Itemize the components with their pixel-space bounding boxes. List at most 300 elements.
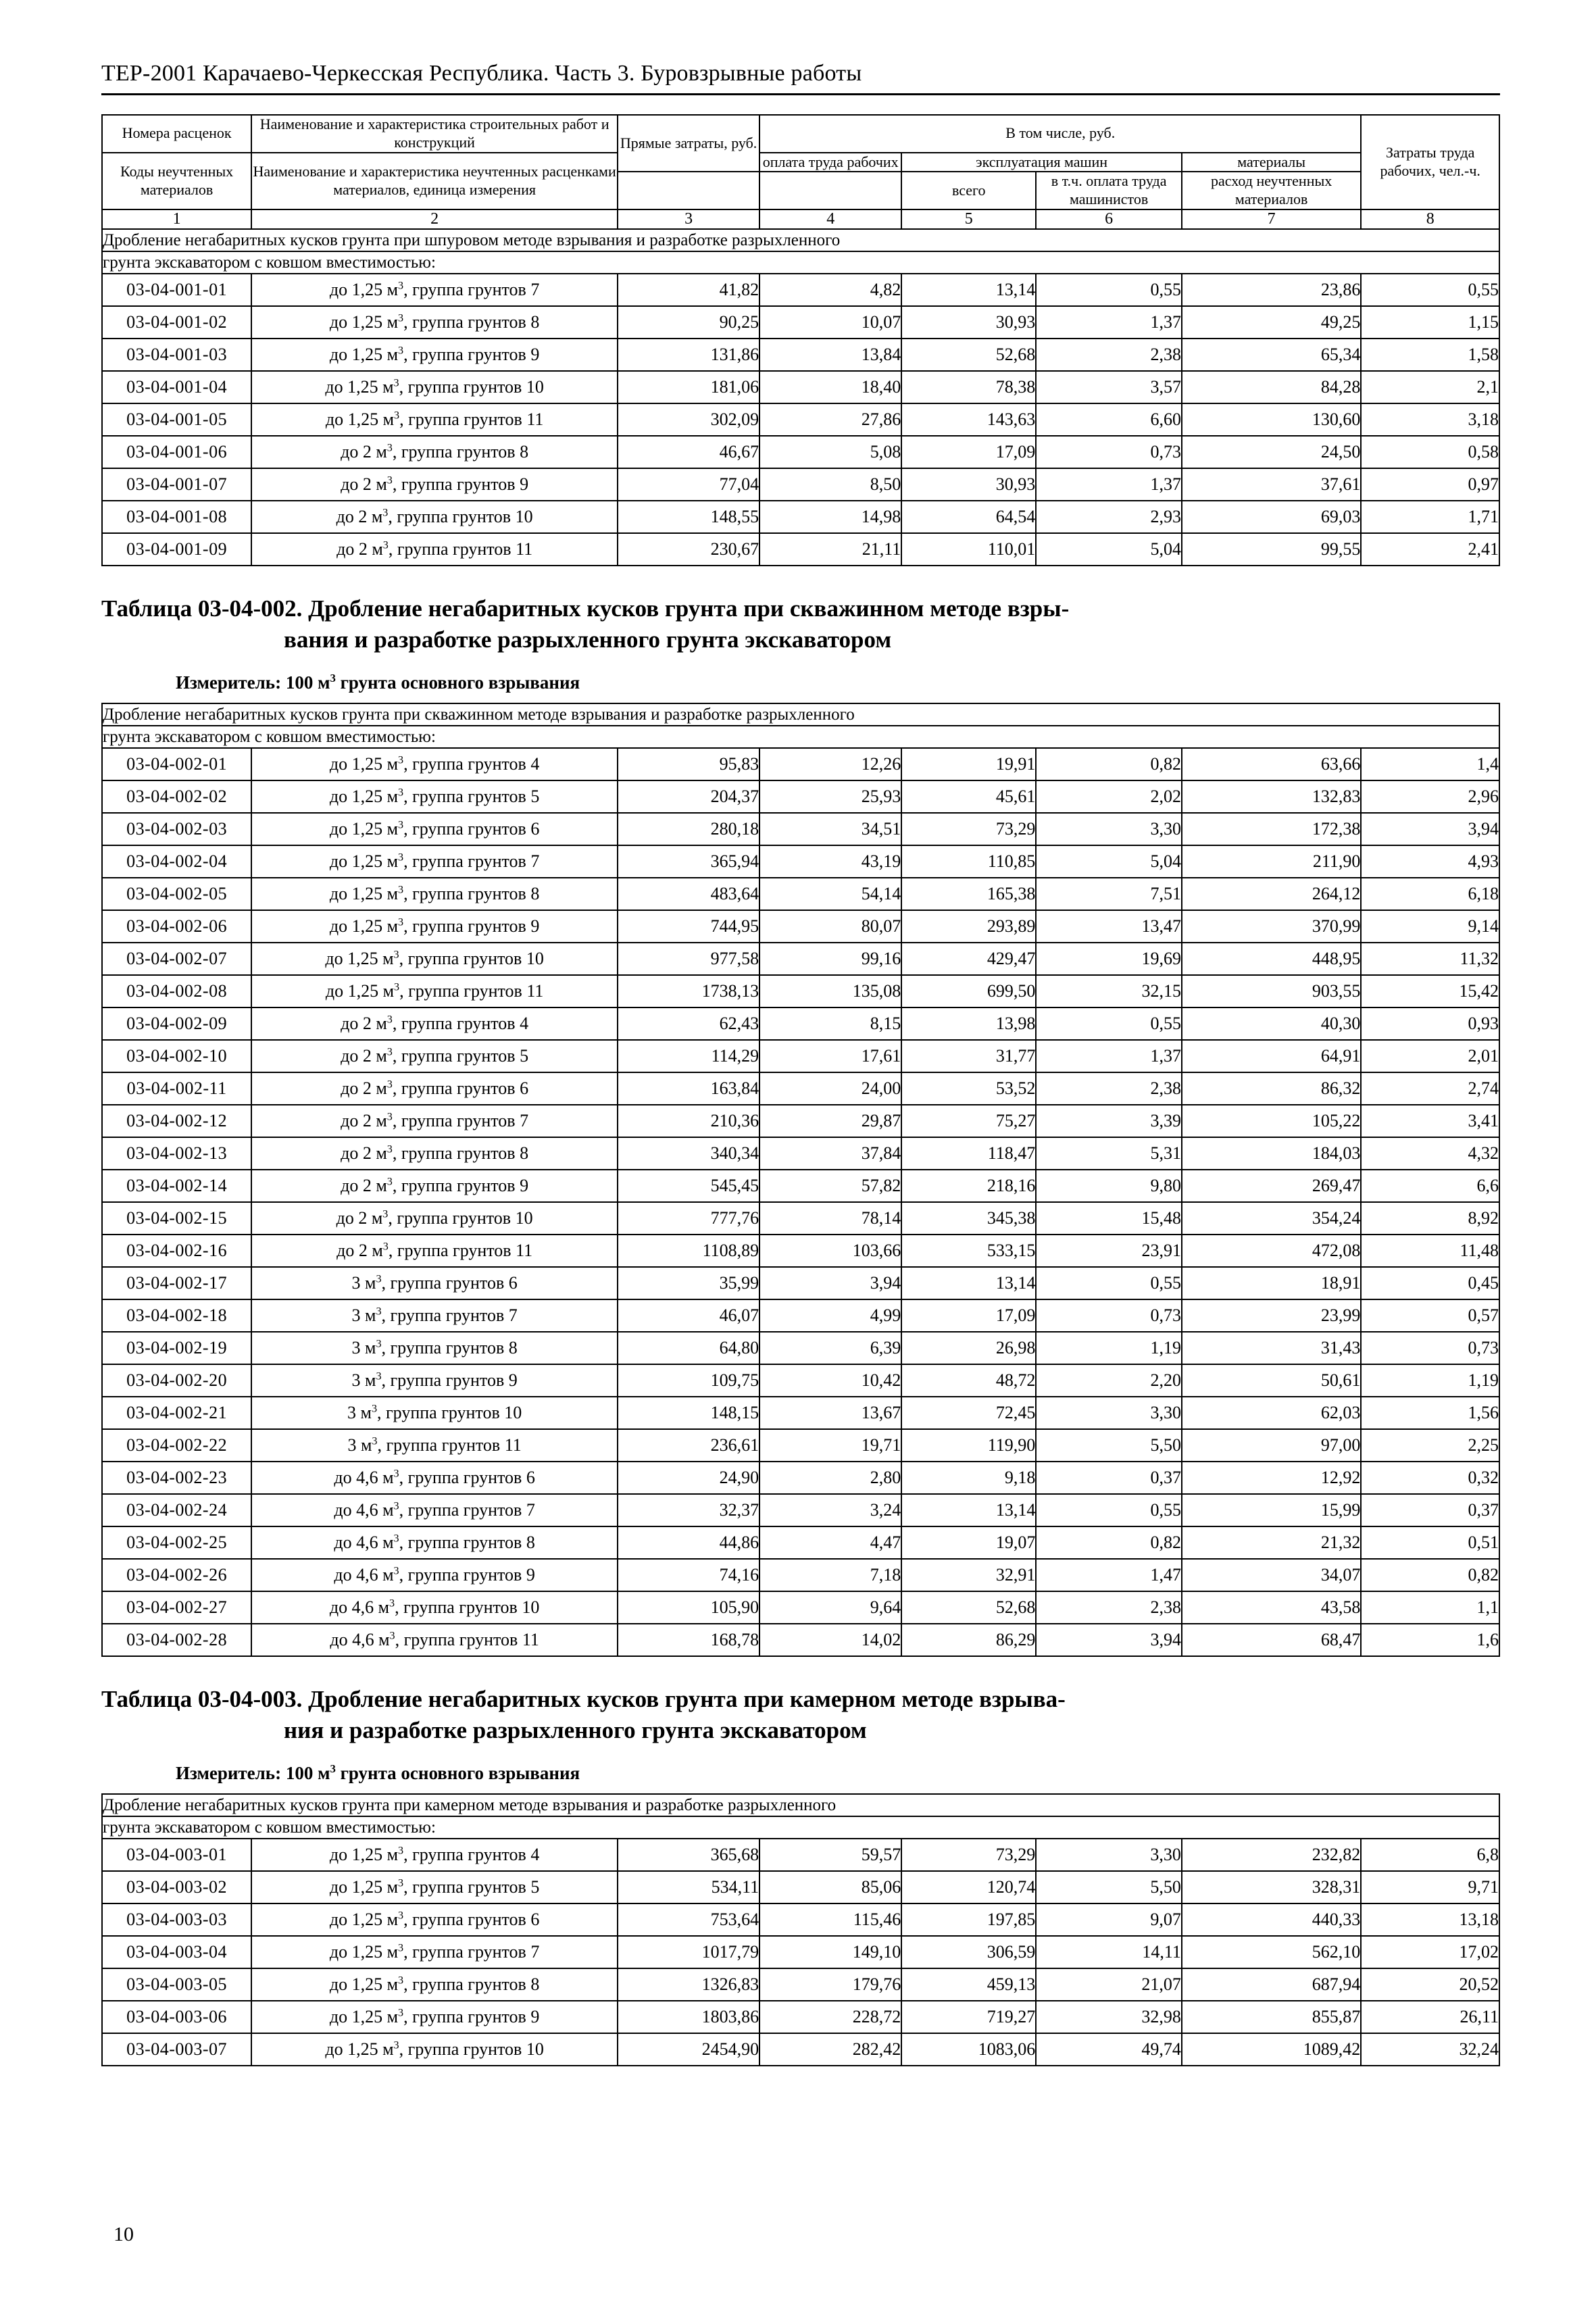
unaccounted-materials: 43,58 [1182, 1591, 1361, 1624]
direct-costs: 90,25 [618, 306, 759, 339]
desc-prefix: до 2 м [341, 1176, 387, 1196]
table-row [102, 1299, 1499, 1332]
desc-suffix: , группа грунтов 6 [381, 1273, 518, 1293]
labor-hours: 0,93 [1361, 1007, 1499, 1040]
rate-code: 03-04-002-04 [102, 845, 251, 878]
direct-costs: 483,64 [618, 878, 759, 910]
header-col2-top: Наименование и характеристика строительных работ и конструкций [251, 115, 618, 153]
rate-description [251, 468, 618, 501]
labor-hours: 3,41 [1361, 1105, 1499, 1137]
labor-hours: 32,24 [1361, 2033, 1499, 2066]
labor-hours: 0,57 [1361, 1299, 1499, 1332]
table-row [102, 1591, 1499, 1624]
labor-hours: 13,18 [1361, 1903, 1499, 1936]
machines-total: 78,38 [901, 371, 1036, 403]
group-caption-line2: грунта экскаватором с ковшом вместимостью: [102, 1816, 1499, 1839]
desc-superscript: 3 [382, 1208, 389, 1220]
unaccounted-materials: 184,03 [1182, 1137, 1361, 1170]
desc-prefix: до 1,25 м [329, 280, 399, 300]
machinist-pay: 2,38 [1036, 1072, 1182, 1105]
data-rows-002 [102, 748, 1499, 1656]
direct-costs: 210,36 [618, 1105, 759, 1137]
running-header: ТЕР-2001 Карачаево-Черкесская Республика. Часть 3. Буровзрывные работы [101, 61, 862, 86]
labor-hours: 4,93 [1361, 845, 1499, 878]
rate-code: 03-04-002-08 [102, 975, 251, 1007]
machinist-pay: 1,37 [1036, 306, 1182, 339]
desc-superscript: 3 [398, 1877, 404, 1889]
desc-prefix: до 2 м [341, 1046, 387, 1066]
labor-pay: 59,57 [759, 1839, 901, 1871]
rate-description [251, 306, 618, 339]
rate-code: 03-04-001-02 [102, 306, 251, 339]
rate-description [251, 436, 618, 468]
unaccounted-materials: 37,61 [1182, 468, 1361, 501]
desc-prefix: до 1,25 м [329, 1910, 399, 1930]
desc-superscript: 3 [382, 1241, 389, 1253]
machinist-pay: 1,47 [1036, 1559, 1182, 1591]
colnum-3: 3 [618, 209, 759, 229]
table-row [102, 1072, 1499, 1105]
desc-superscript: 3 [398, 312, 404, 324]
rate-code: 03-04-002-15 [102, 1202, 251, 1235]
direct-costs: 365,94 [618, 845, 759, 878]
table-row [102, 436, 1499, 468]
unaccounted-materials: 687,94 [1182, 1968, 1361, 2001]
labor-pay: 80,07 [759, 910, 901, 943]
rate-code: 03-04-003-02 [102, 1871, 251, 1903]
direct-costs: 1738,13 [618, 975, 759, 1007]
machines-total: 143,63 [901, 403, 1036, 436]
table-002-meter [176, 672, 1500, 693]
labor-pay: 21,11 [759, 533, 901, 566]
header-col3-placeholder [618, 172, 759, 209]
labor-pay: 57,82 [759, 1170, 901, 1202]
labor-pay: 18,40 [759, 371, 901, 403]
desc-superscript: 3 [386, 1143, 393, 1155]
direct-costs: 114,29 [618, 1040, 759, 1072]
document-page [101, 61, 1500, 2066]
labor-hours: 4,32 [1361, 1137, 1499, 1170]
machines-total: 197,85 [901, 1903, 1036, 1936]
table-body-001 [102, 229, 1499, 274]
rate-description [251, 1968, 618, 2001]
unaccounted-materials: 562,10 [1182, 1936, 1361, 1968]
labor-hours: 8,92 [1361, 1202, 1499, 1235]
rate-description [251, 1364, 618, 1397]
unaccounted-materials: 269,47 [1182, 1170, 1361, 1202]
machines-total: 19,91 [901, 748, 1036, 780]
machines-total: 53,52 [901, 1072, 1036, 1105]
machines-total: 120,74 [901, 1871, 1036, 1903]
labor-pay: 17,61 [759, 1040, 901, 1072]
desc-superscript: 3 [398, 884, 404, 896]
labor-hours: 0,58 [1361, 436, 1499, 468]
table-row [102, 975, 1499, 1007]
desc-suffix: , группа грунтов 6 [399, 1468, 535, 1488]
rate-description [251, 1170, 618, 1202]
desc-superscript: 3 [376, 1338, 382, 1350]
machinist-pay: 3,39 [1036, 1105, 1182, 1137]
desc-superscript: 3 [382, 539, 389, 551]
unaccounted-materials: 370,99 [1182, 910, 1361, 943]
rate-code: 03-04-002-28 [102, 1624, 251, 1656]
desc-suffix: , группа грунтов 8 [403, 312, 540, 332]
unaccounted-materials: 63,66 [1182, 748, 1361, 780]
group-caption-row [102, 726, 1499, 748]
rate-description [251, 274, 618, 306]
direct-costs: 204,37 [618, 780, 759, 813]
rate-description [251, 371, 618, 403]
rate-description [251, 1202, 618, 1235]
unaccounted-materials: 21,32 [1182, 1526, 1361, 1559]
desc-superscript: 3 [386, 1176, 393, 1188]
desc-suffix: , группа грунтов 8 [403, 1974, 540, 1995]
rate-description [251, 1429, 618, 1462]
rate-description [251, 813, 618, 845]
rate-description [251, 1591, 618, 1624]
labor-hours: 3,94 [1361, 813, 1499, 845]
machinist-pay: 3,30 [1036, 1397, 1182, 1429]
machines-total: 345,38 [901, 1202, 1036, 1235]
rate-code: 03-04-001-04 [102, 371, 251, 403]
desc-superscript: 3 [398, 851, 404, 864]
caption-line-2: ния и разработке разрыхленного грунта экскаватором [284, 1716, 867, 1743]
rate-code: 03-04-002-02 [102, 780, 251, 813]
labor-pay: 12,26 [759, 748, 901, 780]
header-col2-bottom: Наименование и характеристика неучтенных расценками материалов, единица измерения [251, 153, 618, 209]
direct-costs: 545,45 [618, 1170, 759, 1202]
machines-total: 17,09 [901, 436, 1036, 468]
desc-suffix: , группа грунтов 4 [403, 1845, 540, 1865]
direct-costs: 744,95 [618, 910, 759, 943]
labor-hours: 9,71 [1361, 1871, 1499, 1903]
desc-superscript: 3 [386, 1014, 393, 1026]
machinist-pay: 1,37 [1036, 468, 1182, 501]
desc-superscript: 3 [386, 1046, 393, 1058]
unaccounted-materials: 64,91 [1182, 1040, 1361, 1072]
rate-code: 03-04-002-10 [102, 1040, 251, 1072]
labor-hours: 1,6 [1361, 1624, 1499, 1656]
table-row [102, 339, 1499, 371]
direct-costs: 168,78 [618, 1624, 759, 1656]
machinist-pay: 3,30 [1036, 813, 1182, 845]
rate-description [251, 2001, 618, 2033]
labor-hours: 2,96 [1361, 780, 1499, 813]
desc-suffix: , группа грунтов 11 [388, 1241, 533, 1261]
labor-hours: 11,48 [1361, 1235, 1499, 1267]
table-row [102, 533, 1499, 566]
desc-suffix: , группа грунтов 10 [388, 507, 533, 527]
desc-suffix: , группа грунтов 11 [377, 1435, 522, 1455]
desc-suffix: , группа грунтов 9 [392, 474, 529, 495]
desc-prefix: 3 м [351, 1305, 376, 1326]
desc-suffix: , группа грунтов 8 [392, 442, 529, 462]
labor-pay: 3,94 [759, 1267, 901, 1299]
table-row [102, 845, 1499, 878]
rate-description [251, 1397, 618, 1429]
labor-pay: 8,15 [759, 1007, 901, 1040]
unaccounted-materials: 23,99 [1182, 1299, 1361, 1332]
labor-hours: 1,71 [1361, 501, 1499, 533]
direct-costs: 365,68 [618, 1839, 759, 1871]
colnum-6: 6 [1036, 209, 1182, 229]
desc-superscript: 3 [393, 1468, 399, 1480]
direct-costs: 131,86 [618, 339, 759, 371]
desc-prefix: до 1,25 м [329, 916, 399, 937]
header-divider [101, 93, 1500, 95]
unaccounted-materials: 903,55 [1182, 975, 1361, 1007]
group-caption-line1: Дробление негабаритных кусков грунта при камерном методе взрывания и разработке разрыхленного [102, 1794, 1499, 1816]
direct-costs: 105,90 [618, 1591, 759, 1624]
header-group-materials: материалы [1182, 153, 1361, 172]
desc-prefix: до 2 м [336, 1208, 383, 1228]
rate-code: 03-04-002-26 [102, 1559, 251, 1591]
direct-costs: 44,86 [618, 1526, 759, 1559]
rate-code: 03-04-001-06 [102, 436, 251, 468]
desc-prefix: до 4,6 м [334, 1500, 394, 1520]
desc-suffix: , группа грунтов 11 [388, 539, 533, 559]
group-caption-line1: Дробление негабаритных кусков грунта при шпуровом методе взрывания и разработке разрыхленного [102, 229, 1499, 251]
table-row [102, 1397, 1499, 1429]
desc-prefix: до 1,25 м [329, 787, 399, 807]
labor-pay: 228,72 [759, 2001, 901, 2033]
table-row [102, 878, 1499, 910]
rate-description [251, 1624, 618, 1656]
machines-total: 1083,06 [901, 2033, 1036, 2066]
machines-total: 75,27 [901, 1105, 1036, 1137]
rate-description [251, 943, 618, 975]
machinist-pay: 9,07 [1036, 1903, 1182, 1936]
machinist-pay: 9,80 [1036, 1170, 1182, 1202]
labor-pay: 10,07 [759, 306, 901, 339]
labor-pay: 282,42 [759, 2033, 901, 2066]
labor-pay: 149,10 [759, 1936, 901, 1968]
table-row [102, 1624, 1499, 1656]
direct-costs: 1326,83 [618, 1968, 759, 2001]
rate-code: 03-04-002-16 [102, 1235, 251, 1267]
desc-suffix: , группа грунтов 10 [399, 949, 544, 969]
desc-suffix: , группа грунтов 10 [395, 1597, 540, 1618]
desc-superscript: 3 [398, 1845, 404, 1857]
group-caption-line2: грунта экскаватором с ковшом вместимостью: [102, 726, 1499, 748]
direct-costs: 148,55 [618, 501, 759, 533]
unaccounted-materials: 62,03 [1182, 1397, 1361, 1429]
desc-prefix: до 1,25 м [329, 1877, 399, 1897]
rate-code: 03-04-002-07 [102, 943, 251, 975]
desc-suffix: , группа грунтов 8 [403, 884, 540, 904]
labor-hours: 15,42 [1361, 975, 1499, 1007]
table-002-group [102, 703, 1499, 748]
desc-suffix: , группа грунтов 7 [399, 1500, 535, 1520]
unaccounted-materials: 50,61 [1182, 1364, 1361, 1397]
direct-costs: 753,64 [618, 1903, 759, 1936]
unaccounted-materials: 15,99 [1182, 1494, 1361, 1526]
header-col7: расход неучтенных материалов [1182, 172, 1361, 209]
desc-suffix: , группа грунтов 8 [392, 1143, 529, 1164]
rate-code: 03-04-002-01 [102, 748, 251, 780]
machinist-pay: 0,73 [1036, 1299, 1182, 1332]
table-row [102, 501, 1499, 533]
desc-suffix: , группа грунтов 11 [399, 409, 544, 430]
machinist-pay: 5,50 [1036, 1429, 1182, 1462]
desc-suffix: , группа грунтов 4 [403, 754, 540, 774]
direct-costs: 2454,90 [618, 2033, 759, 2066]
unaccounted-materials: 23,86 [1182, 274, 1361, 306]
table-row [102, 1235, 1499, 1267]
rate-description [251, 910, 618, 943]
desc-superscript: 3 [393, 949, 399, 961]
machinist-pay: 23,91 [1036, 1235, 1182, 1267]
rate-description [251, 780, 618, 813]
direct-costs: 280,18 [618, 813, 759, 845]
desc-superscript: 3 [382, 507, 389, 519]
desc-superscript: 3 [393, 1533, 399, 1545]
labor-hours: 6,6 [1361, 1170, 1499, 1202]
labor-hours: 0,37 [1361, 1494, 1499, 1526]
desc-prefix: до 1,25 м [329, 1845, 399, 1865]
table-row [102, 748, 1499, 780]
direct-costs: 230,67 [618, 533, 759, 566]
labor-pay: 24,00 [759, 1072, 901, 1105]
rate-code: 03-04-002-23 [102, 1462, 251, 1494]
machines-total: 13,14 [901, 1267, 1036, 1299]
data-rows-003 [102, 1839, 1499, 2066]
table-row [102, 2033, 1499, 2066]
labor-pay: 179,76 [759, 1968, 901, 2001]
rate-description [251, 533, 618, 566]
machinist-pay: 19,69 [1036, 943, 1182, 975]
meter-superscript: 3 [330, 672, 336, 685]
table-row [102, 1332, 1499, 1364]
labor-pay: 27,86 [759, 403, 901, 436]
header-col6: в т.ч. оплата труда машинистов [1036, 172, 1182, 209]
rate-code: 03-04-001-01 [102, 274, 251, 306]
page-number: 10 [114, 2223, 134, 2245]
rate-description [251, 1936, 618, 1968]
rate-code: 03-04-003-04 [102, 1936, 251, 1968]
labor-pay: 85,06 [759, 1871, 901, 1903]
group-caption-row [102, 1794, 1499, 1816]
colnum-4: 4 [759, 209, 901, 229]
labor-hours: 26,11 [1361, 2001, 1499, 2033]
labor-hours: 0,97 [1361, 468, 1499, 501]
unaccounted-materials: 472,08 [1182, 1235, 1361, 1267]
machines-total: 699,50 [901, 975, 1036, 1007]
rate-description [251, 1462, 618, 1494]
desc-suffix: , группа грунтов 5 [392, 1046, 529, 1066]
desc-superscript: 3 [376, 1305, 382, 1318]
direct-costs: 148,15 [618, 1397, 759, 1429]
direct-costs: 32,37 [618, 1494, 759, 1526]
labor-hours: 0,55 [1361, 274, 1499, 306]
rate-code: 03-04-001-05 [102, 403, 251, 436]
machines-total: 119,90 [901, 1429, 1036, 1462]
labor-pay: 4,82 [759, 274, 901, 306]
column-number-row [102, 209, 1499, 229]
rate-code: 03-04-003-03 [102, 1903, 251, 1936]
machines-total: 13,14 [901, 274, 1036, 306]
desc-prefix: до 2 м [341, 1014, 387, 1034]
header-col1-bottom: Коды неучтенных материалов [102, 153, 251, 209]
labor-hours: 6,18 [1361, 878, 1499, 910]
machines-total: 459,13 [901, 1968, 1036, 2001]
table-row [102, 1559, 1499, 1591]
desc-superscript: 3 [371, 1403, 377, 1415]
labor-hours: 0,51 [1361, 1526, 1499, 1559]
machinist-pay: 0,55 [1036, 274, 1182, 306]
labor-pay: 10,42 [759, 1364, 901, 1397]
unaccounted-materials: 1089,42 [1182, 2033, 1361, 2066]
labor-hours: 1,1 [1361, 1591, 1499, 1624]
rate-description [251, 501, 618, 533]
desc-suffix: , группа грунтов 11 [399, 981, 544, 1001]
direct-costs: 41,82 [618, 274, 759, 306]
desc-prefix: до 1,25 м [329, 1974, 399, 1995]
labor-pay: 25,93 [759, 780, 901, 813]
desc-suffix: , группа грунтов 10 [377, 1403, 522, 1423]
desc-suffix: , группа грунтов 11 [395, 1630, 539, 1650]
machinist-pay: 0,82 [1036, 748, 1182, 780]
rate-description [251, 403, 618, 436]
labor-hours: 1,58 [1361, 339, 1499, 371]
meter-pre: Измеритель: 100 м [176, 672, 330, 693]
table-003-caption [101, 1684, 1500, 1745]
machines-total: 306,59 [901, 1936, 1036, 1968]
direct-costs: 77,04 [618, 468, 759, 501]
rate-code: 03-04-002-18 [102, 1299, 251, 1332]
machinist-pay: 1,37 [1036, 1040, 1182, 1072]
group-caption-row [102, 229, 1499, 251]
desc-prefix: до 4,6 м [329, 1597, 390, 1618]
desc-prefix: до 2 м [336, 507, 383, 527]
desc-prefix: до 1,25 м [329, 819, 399, 839]
machinist-pay: 2,20 [1036, 1364, 1182, 1397]
table-row [102, 1007, 1499, 1040]
desc-suffix: , группа грунтов 5 [403, 1877, 540, 1897]
rates-table-002 [101, 703, 1500, 1657]
desc-superscript: 3 [389, 1630, 395, 1642]
unaccounted-materials: 40,30 [1182, 1007, 1361, 1040]
labor-pay: 8,50 [759, 468, 901, 501]
unaccounted-materials: 49,25 [1182, 306, 1361, 339]
unaccounted-materials: 855,87 [1182, 2001, 1361, 2033]
labor-pay: 19,71 [759, 1429, 901, 1462]
desc-suffix: , группа грунтов 9 [403, 2007, 540, 2027]
machinist-pay: 0,37 [1036, 1462, 1182, 1494]
labor-hours: 2,41 [1361, 533, 1499, 566]
machinist-pay: 49,74 [1036, 2033, 1182, 2066]
unaccounted-materials: 84,28 [1182, 371, 1361, 403]
machinist-pay: 2,02 [1036, 780, 1182, 813]
rate-code: 03-04-002-03 [102, 813, 251, 845]
table-row [102, 1364, 1499, 1397]
rate-description [251, 845, 618, 878]
desc-superscript: 3 [398, 2007, 404, 2019]
table-row [102, 1968, 1499, 2001]
labor-pay: 13,67 [759, 1397, 901, 1429]
machines-total: 719,27 [901, 2001, 1036, 2033]
rate-description [251, 975, 618, 1007]
caption-line-1: Таблица 03-04-002. Дробление негабаритных кусков грунта при скважинном методе взры- [101, 595, 1070, 622]
labor-hours: 0,82 [1361, 1559, 1499, 1591]
desc-superscript: 3 [398, 1910, 404, 1922]
labor-pay: 4,47 [759, 1526, 901, 1559]
labor-hours: 6,8 [1361, 1839, 1499, 1871]
desc-prefix: до 1,25 м [329, 2007, 399, 2027]
desc-prefix: до 2 м [336, 1241, 383, 1261]
table-row [102, 1105, 1499, 1137]
table-row [102, 1494, 1499, 1526]
